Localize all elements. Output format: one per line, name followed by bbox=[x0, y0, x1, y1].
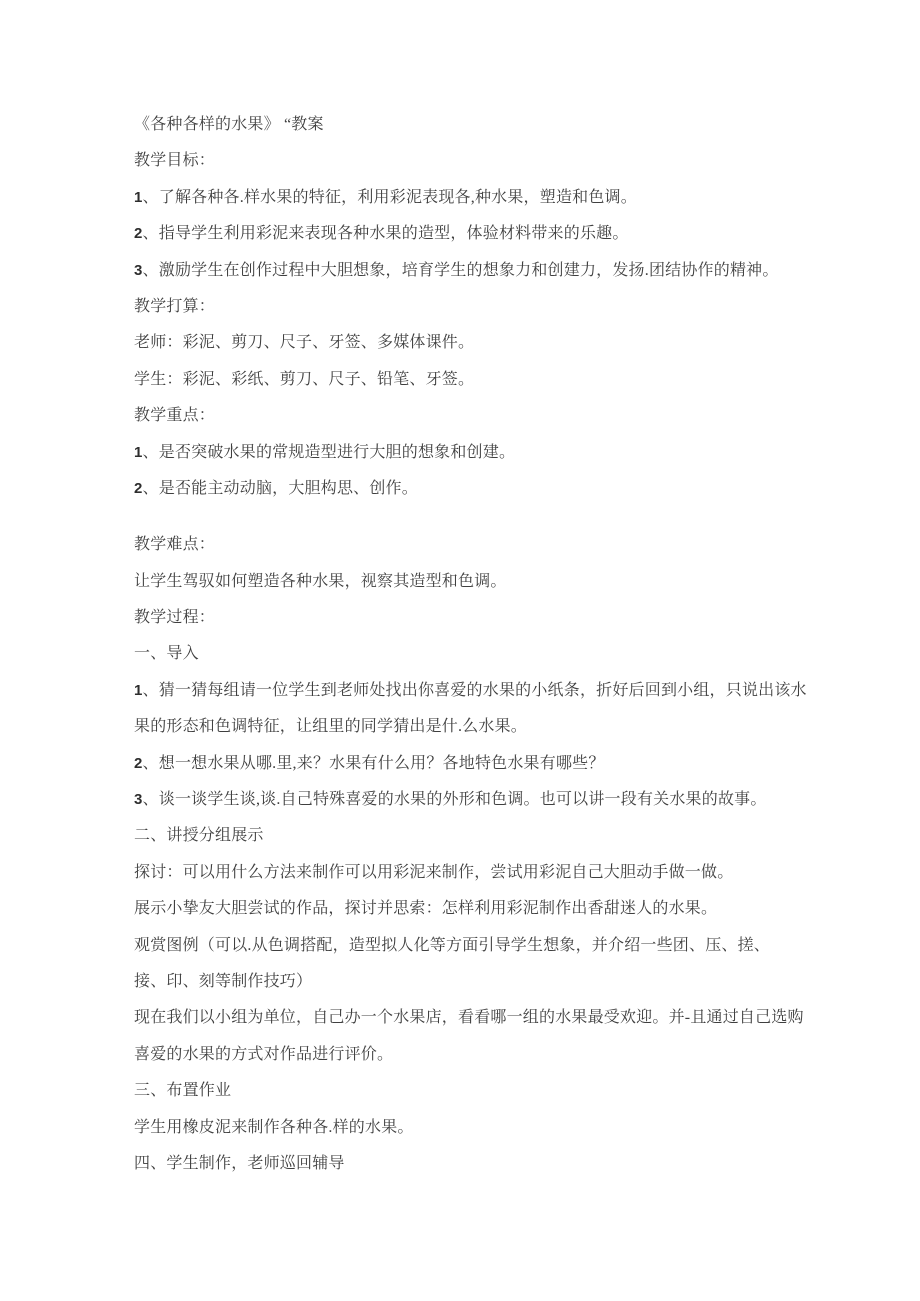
list-number: 1 bbox=[134, 681, 143, 699]
doc-line bbox=[134, 435, 814, 471]
line-text: 让学生驾驭如何塑造各种水果，视察其造型和色调。 bbox=[134, 572, 507, 590]
doc-line bbox=[134, 253, 814, 289]
section-one-intro bbox=[134, 636, 814, 672]
line-text: 接、印、刻等制作技巧） bbox=[134, 972, 313, 990]
section-heading-process bbox=[134, 600, 814, 636]
list-number: 3 bbox=[134, 261, 143, 279]
line-text: 观赏图例（可以.从色调搭配，造型拟人化等方面引导学生想象，并介绍一些团、压、搓、 bbox=[134, 936, 771, 954]
line-text: 、是否突破水果的常规造型进行大胆的想象和创建。 bbox=[142, 443, 516, 461]
line-text: 教学过程： bbox=[134, 609, 216, 627]
line-text: 、想一想水果从哪.里,来？水果有什么用？各地特色水果有哪些？ bbox=[142, 754, 605, 772]
doc-line bbox=[134, 928, 814, 964]
line-text: 、谈一谈学生谈,谈.自己特殊喜爱的水果的外形和色调。也可以讲一段有关水果的故事。 bbox=[142, 791, 767, 809]
list-number: 1 bbox=[134, 443, 143, 461]
list-number: 2 bbox=[134, 754, 143, 772]
document-title bbox=[134, 107, 814, 143]
line-text: 果的形态和色调特征，让组里的同学猜出是什.么水果。 bbox=[134, 718, 528, 736]
doc-line bbox=[134, 855, 814, 891]
line-text: 二、讲授分组展示 bbox=[134, 827, 264, 845]
doc-line bbox=[134, 180, 814, 216]
doc-line bbox=[134, 1110, 814, 1146]
line-text: 四、学生制作，老师巡回辅导 bbox=[134, 1154, 345, 1172]
line-text: 一、导入 bbox=[134, 645, 199, 663]
line-text: 教学目标： bbox=[134, 152, 216, 170]
list-number: 3 bbox=[134, 791, 143, 809]
doc-line bbox=[134, 964, 814, 1000]
line-text: 老师：彩泥、剪刀、尺子、牙签、多媒体课件。 bbox=[134, 334, 475, 352]
list-number: 2 bbox=[134, 225, 143, 243]
doc-line bbox=[134, 1037, 814, 1073]
section-heading-preparation bbox=[134, 289, 814, 325]
section-heading-difficulties bbox=[134, 527, 814, 563]
line-text: 学生：彩泥、彩纸、剪刀、尺子、铅笔、牙签。 bbox=[134, 370, 475, 388]
doc-line bbox=[134, 673, 814, 709]
doc-line bbox=[134, 782, 814, 818]
doc-line bbox=[134, 216, 814, 252]
doc-line bbox=[134, 746, 814, 782]
doc-line bbox=[134, 362, 814, 398]
line-text: 、激励学生在创作过程中大胆想象，培育学生的想象力和创建力，发扬.团结协作的精神。 bbox=[142, 261, 779, 279]
line-text: 、指导学生利用彩泥来表现各种水果的造型，体验材料带来的乐趣。 bbox=[142, 225, 629, 243]
line-text: 教学难点： bbox=[134, 536, 216, 554]
section-two-presentation bbox=[134, 818, 814, 854]
line-text: 教学打算： bbox=[134, 297, 216, 315]
section-heading-key-points bbox=[134, 398, 814, 434]
document-content bbox=[134, 107, 814, 1182]
list-number: 1 bbox=[134, 188, 143, 206]
doc-line bbox=[134, 891, 814, 927]
line-text: 、猜一猜每组请一位学生到老师处找出你喜爱的水果的小纸条，折好后回到小组，只说出该水 bbox=[142, 681, 807, 699]
section-four-guidance bbox=[134, 1146, 814, 1182]
doc-line bbox=[134, 564, 814, 600]
line-text: 三、布置作业 bbox=[134, 1082, 232, 1100]
list-number: 2 bbox=[134, 479, 143, 497]
doc-line bbox=[134, 1000, 814, 1036]
line-text: 喜爱的水果的方式对作品进行评价。 bbox=[134, 1045, 394, 1063]
doc-line bbox=[134, 709, 814, 745]
section-three-homework bbox=[134, 1073, 814, 1109]
line-text: 探讨：可以用什么方法来制作可以用彩泥来制作，尝试用彩泥自己大胆动手做一做。 bbox=[134, 863, 734, 881]
line-text: 学生用橡皮泥来制作各种各.样的水果。 bbox=[134, 1118, 414, 1136]
doc-line bbox=[134, 325, 814, 361]
doc-line bbox=[134, 471, 814, 507]
line-text: 现在我们以小组为单位，自己办一个水果店，看看哪一组的水果最受欢迎。并-且通过自己选购 bbox=[134, 1009, 804, 1027]
line-text: 展示小挚友大胆尝试的作品，探讨并思索：怎样利用彩泥制作出香甜迷人的水果。 bbox=[134, 900, 718, 918]
line-text: 、了解各种各.样水果的特征，利用彩泥表现各,种水果，塑造和色调。 bbox=[142, 188, 637, 206]
line-text: 教学重点： bbox=[134, 407, 216, 425]
section-heading-objectives bbox=[134, 143, 814, 179]
line-text: 、是否能主动动脑，大胆构思、创作。 bbox=[142, 479, 418, 497]
line-text: 《各种各样的水果》 “教案 bbox=[134, 116, 324, 133]
